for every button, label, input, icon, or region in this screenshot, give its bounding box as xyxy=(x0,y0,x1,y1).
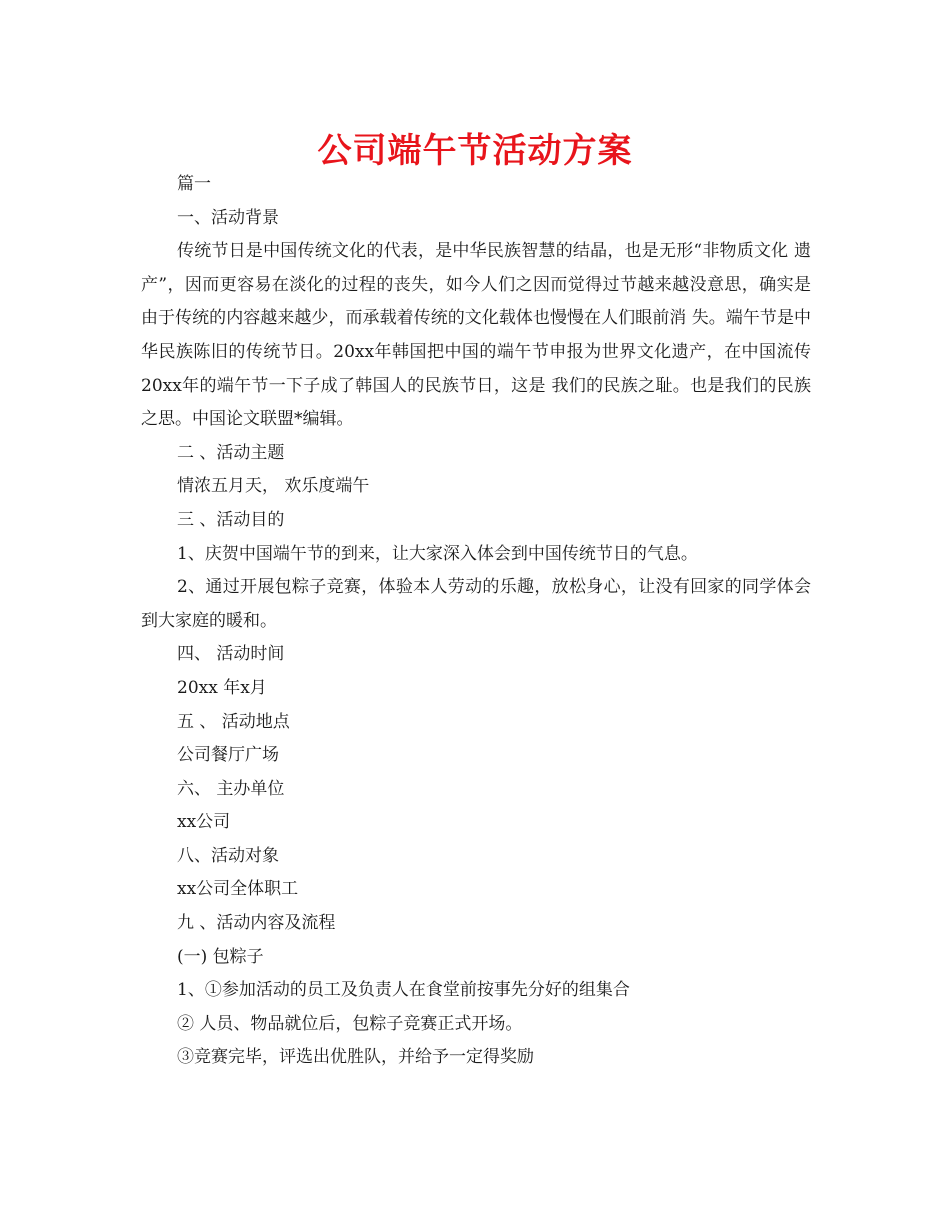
paragraph-purpose-2: 2、通过开展包粽子竞赛，体验本人劳动的乐趣，放松身心，让没有回家的同学体会到大家庭的暖和。 xyxy=(141,577,811,631)
heading-background: 一、活动背景 xyxy=(177,207,279,228)
subheading-zongzi: (一) 包粽子 xyxy=(177,946,264,967)
heading-organizer: 六、 主办单位 xyxy=(177,778,285,799)
section-label-part-one: 篇一 xyxy=(177,174,211,194)
paragraph-background: 传统节日是中国传统文化的代表，是中华民族智慧的结晶，也是无形“非物质文化 遗产”，因而更容易在淡化的过程的丧失，如今人们之因而觉得过节越来越没意思，确实是由于传统的内容越来越少，而承载着传统的文化载体也慢慢在人们眼前消 失。端午节是中华民族陈旧的传统节日。20xx年韩国把中国的端午节申报为世界文化遗产，在中国流传20xx年的端午节一下子成了韩国人的民族节日，这是 我们的民族之耻。也是我们的民族之思。中国论文联盟*编辑。 xyxy=(141,241,811,430)
paragraph-location: 公司餐厅广场 xyxy=(177,745,279,766)
heading-purpose: 三 、活动目的 xyxy=(177,509,285,530)
paragraph-organizer: xx公司 xyxy=(177,812,231,833)
heading-time: 四、 活动时间 xyxy=(177,644,285,665)
paragraph-audience: xx公司全体职工 xyxy=(177,879,299,900)
paragraph-theme: 情浓五月天， 欢乐度端午 xyxy=(177,476,370,497)
list-item-1: 1、①参加活动的员工及负责人在食堂前按事先分好的组集合 xyxy=(177,980,630,1001)
heading-location: 五 、 活动地点 xyxy=(177,711,290,732)
heading-content: 九 、活动内容及流程 xyxy=(177,913,336,934)
document-title: 公司端午节活动方案 xyxy=(317,131,633,171)
paragraph-time: 20xx 年x月 xyxy=(177,677,267,698)
list-item-3: ③竞赛完毕，评选出优胜队，并给予一定得奖励 xyxy=(177,1047,534,1068)
heading-audience: 八、活动对象 xyxy=(177,845,279,866)
paragraph-purpose-1: 1、庆贺中国端午节的到来，让大家深入体会到中国传统节日的气息。 xyxy=(177,543,698,564)
heading-theme: 二 、活动主题 xyxy=(177,442,285,463)
document-body xyxy=(141,168,811,1075)
list-item-2: ② 人员、物品就位后，包粽子竞赛正式开场。 xyxy=(177,1013,523,1034)
